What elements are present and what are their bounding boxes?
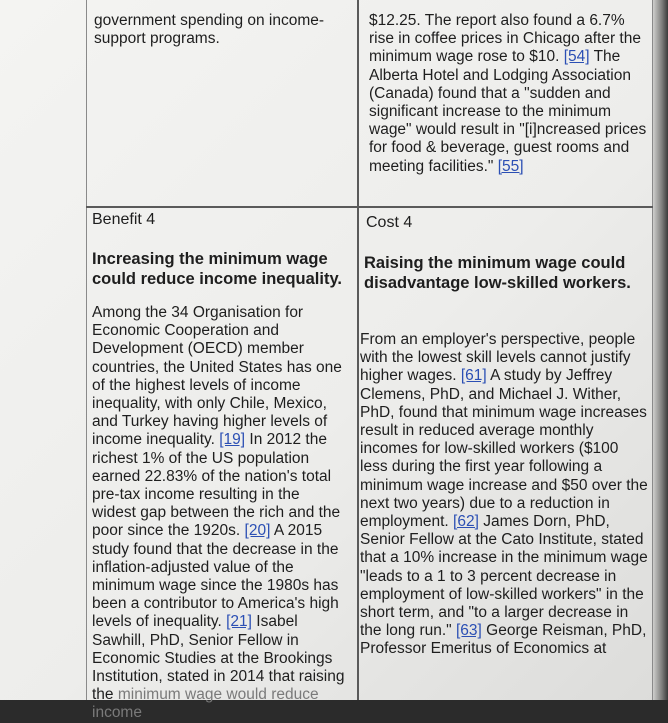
citation-link-62[interactable]: [62] bbox=[453, 513, 479, 531]
top-right-mid: The Alberta Hotel and Lodging Association (Canada) found that a "sudden and significant increase to the minimum wage" would result in "[i]ncreased prices for food & beverage, guest rooms and meeting facilities." bbox=[369, 48, 647, 175]
citation-link-21[interactable]: [21] bbox=[226, 613, 252, 631]
cost-body-2: A study by Jeffrey Clemens, PhD, and Michael J. Wither, PhD, found that minimum wage increases result in reduced average monthly incomes for low-skilled workers ($100 less during the first year following a minimum wage increase and $50 over the next two years) due to a reduction in employment. bbox=[360, 367, 648, 531]
cost-body-4: George Reisman, PhD, Professor Emeritus of Economics at bbox=[360, 622, 647, 658]
cost-body-1: From an employer's perspective, people with the lowest skill levels cannot justify higher wages. bbox=[360, 331, 636, 385]
benefit-body-3: A 2015 study found that the decrease in the inflation-adjusted value of the minimum wage since the 1980s has been a contributor to America's high levels of inequality. bbox=[92, 522, 339, 631]
benefit-body bbox=[92, 304, 345, 722]
top-left-text: government spending on income-support programs. bbox=[94, 12, 325, 48]
table-column-divider bbox=[357, 0, 359, 700]
benefit-title: Increasing the minimum wage could reduce income inequality. bbox=[92, 250, 342, 288]
citation-link-61[interactable]: [61] bbox=[460, 367, 487, 385]
top-left-cell bbox=[94, 12, 344, 48]
cost-body-3: James Dorn, PhD, Senior Fellow at the Cato Institute, stated that a 10% increase in the minimum wage "leads to a 1 to 3 percent decrease in employment of low-skilled workers" in the short term, and "to a larger decrease in the long run." bbox=[360, 513, 648, 640]
top-right-pre: $12.25. The report also found a 6.7% rise in coffee prices in Chicago after the minimum wage rose to $10. bbox=[369, 12, 641, 66]
top-right-text bbox=[369, 12, 647, 176]
cost-label: Cost 4 bbox=[366, 214, 413, 231]
benefit-body-1: Among the 34 Organisation for Economic Cooperation and Development (OECD) member countries, the United States has one of the highest levels of income inequality, with only Chile, Mexico, and Turkey having higher levels of income inequality. bbox=[92, 304, 342, 449]
citation-link-20[interactable]: [20] bbox=[244, 522, 271, 540]
benefit-body-4: Isabel Sawhill, PhD, Senior Fellow in Economic Studies at the Brookings Institution, stated in 2014 that raising the bbox=[92, 613, 345, 704]
benefit-label: Benefit 4 bbox=[92, 211, 156, 228]
page-edge-shadow bbox=[653, 0, 668, 700]
citation-link-54[interactable]: [54] bbox=[563, 48, 590, 66]
citation-link-55[interactable]: [55] bbox=[497, 157, 524, 175]
citation-link-63[interactable]: [63] bbox=[455, 622, 482, 640]
top-right-cell bbox=[369, 12, 647, 176]
table-left-border bbox=[86, 0, 87, 700]
table-row-divider bbox=[86, 206, 653, 208]
citation-link-19[interactable]: [19] bbox=[219, 431, 246, 449]
cost-body bbox=[360, 331, 648, 700]
benefit-body-cut: minimum wage would reduce income bbox=[92, 686, 319, 722]
benefit-body-2: In 2012 the richest 1% of the US population earned 22.83% of the nation's total pre-tax income resulting in the widest gap between the rich and the poor since the 1920s. bbox=[92, 431, 341, 540]
cost-title: Raising the minimum wage could disadvantage low-skilled workers. bbox=[364, 254, 631, 292]
